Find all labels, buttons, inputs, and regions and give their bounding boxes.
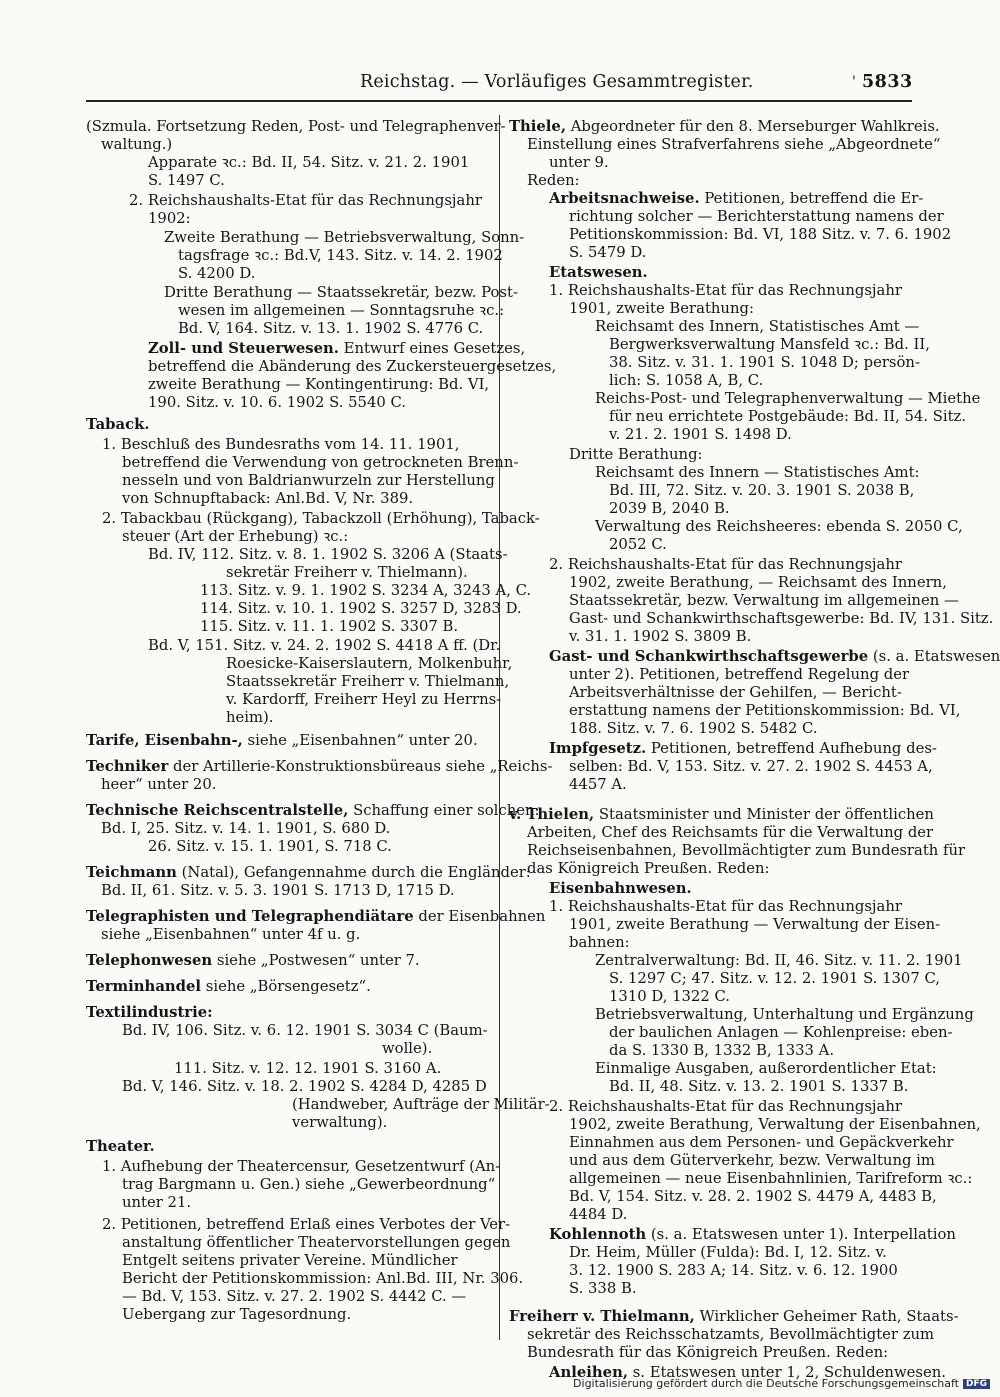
index-line: Technische Reichscentralstelle, Schaffung einer solchen: xyxy=(86,802,540,819)
index-line: Eisenbahnwesen. xyxy=(549,880,692,897)
index-line: 190. Sitz. v. 10. 6. 1902 S. 5540 C. xyxy=(148,394,406,411)
index-line: Thiele, Abgeordneter für den 8. Merseburger Wahlkreis. xyxy=(509,118,940,135)
index-line: Arbeiten, Chef des Reichsamts für die Verwaltung der xyxy=(527,824,934,841)
index-line: unter 9. xyxy=(549,154,609,171)
index-keyword: Kohlennoth xyxy=(549,1226,647,1243)
index-line: wolle). xyxy=(382,1040,433,1057)
index-line: 2. Reichshaushalts-Etat für das Rechnungsjahr xyxy=(549,1098,902,1115)
index-line: S. 1297 C; 47. Sitz. v. 12. 2. 1901 S. 1307 C, xyxy=(609,970,940,987)
index-line: Einstellung eines Strafverfahrens siehe „Abgeordnete“ xyxy=(527,136,941,153)
index-line: Techniker der Artillerie-Konstruktionsbüreaus siehe „Reichs- xyxy=(86,758,553,775)
index-line: Zentralverwaltung: Bd. II, 46. Sitz. v. 11. 2. 1901 xyxy=(595,952,963,969)
index-line: steuer (Art der Erhebung) ꝛc.: xyxy=(122,528,349,545)
index-line: Terminhandel siehe „Börsengesetz“. xyxy=(86,978,371,995)
index-line: und aus dem Güterverkehr, bezw. Verwaltung im xyxy=(569,1152,935,1169)
index-line: 1901, zweite Berathung — Verwaltung der Eisen- xyxy=(569,916,941,933)
index-line: sekretär des Reichsschatzamts, Bevollmächtigter zum xyxy=(527,1326,935,1343)
index-line: Verwaltung des Reichsheeres: ebenda S. 2050 C, xyxy=(595,518,963,535)
index-keyword: Gast- und Schankwirthschaftsgewerbe xyxy=(549,648,869,665)
index-keyword: Terminhandel xyxy=(86,978,202,995)
index-line: Roesicke-Kaiserslautern, Molkenbuhr, xyxy=(226,655,513,672)
index-keyword: Thiele, xyxy=(509,118,566,135)
index-line: 111. Sitz. v. 12. 12. 1901 S. 3160 A. xyxy=(174,1060,442,1077)
index-line: Telegraphisten und Telegraphendiätare der Eisenbahnen xyxy=(86,908,546,925)
index-line: Reichseisenbahnen, Bevollmächtigter zum Bundesrath für xyxy=(527,842,966,859)
index-line: S. 5479 D. xyxy=(569,244,647,261)
index-line: erstattung namens der Petitionskommission: Bd. VI, xyxy=(569,702,961,719)
index-line: Bd. II, 48. Sitz. v. 13. 2. 1901 S. 1337 B. xyxy=(609,1078,909,1095)
index-line: Bd. IV, 106. Sitz. v. 6. 12. 1901 S. 3034 C (Baum- xyxy=(122,1022,488,1039)
index-line: 1. Beschluß des Bundesraths vom 14. 11. 1901, xyxy=(102,436,460,453)
index-line: Freiherr v. Thielmann, Wirklicher Geheimer Rath, Staats- xyxy=(509,1308,959,1325)
index-line: Zweite Berathung — Betriebsverwaltung, Sonn- xyxy=(164,229,525,246)
index-line: v. 21. 2. 1901 S. 1498 D. xyxy=(609,426,792,443)
index-line: (Handweber, Aufträge der Militär- xyxy=(292,1096,550,1113)
index-line: Bd. I, 25. Sitz. v. 14. 1. 1901, S. 680 D. xyxy=(101,820,391,837)
index-line: v. 31. 1. 1902 S. 3809 B. xyxy=(569,628,752,645)
index-line: Gast- und Schankwirthschaftsgewerbe: Bd. IV, 131. Sitz. xyxy=(569,610,994,627)
index-line: S. 4200 D. xyxy=(178,265,256,282)
index-line: (Szmula. Fortsetzung Reden, Post- und Telegraphenver- xyxy=(86,118,506,135)
index-line: S. 1497 C. xyxy=(148,172,225,189)
index-line: 2. Tabackbau (Rückgang), Tabackzoll (Erhöhung), Taback- xyxy=(102,510,540,527)
index-keyword: Impfgesetz. xyxy=(549,740,647,757)
index-line: 2. Petitionen, betreffend Erlaß eines Verbotes der Ver- xyxy=(102,1216,511,1233)
index-keyword: Telephonwesen xyxy=(86,952,213,969)
index-line: 113. Sitz. v. 9. 1. 1902 S. 3234 A, 3243 A, C. xyxy=(200,582,532,599)
index-line: zweite Berathung — Kontingentirung: Bd. VI, xyxy=(148,376,490,393)
index-line: Bd. IV, 112. Sitz. v. 8. 1. 1902 S. 3206 A (Staats- xyxy=(148,546,508,563)
index-line: 3. 12. 1900 S. 283 A; 14. Sitz. v. 6. 12. 1900 xyxy=(569,1262,898,1279)
index-line: anstaltung öffentlicher Theatervorstellungen gegen xyxy=(122,1234,511,1251)
index-line: Bd. V, 154. Sitz. v. 28. 2. 1902 S. 4479 A, 4483 B, xyxy=(569,1188,937,1205)
index-line: 1902: xyxy=(148,210,191,227)
index-line: Dritte Berathung: xyxy=(569,446,703,463)
index-line: Etatswesen. xyxy=(549,264,648,281)
index-line: Dritte Berathung — Staatssekretär, bezw. Post- xyxy=(164,284,518,301)
index-line: wesen im allgemeinen — Sonntagsruhe ꝛc.: xyxy=(178,302,505,319)
index-line: Impfgesetz. Petitionen, betreffend Aufhebung des- xyxy=(549,740,937,757)
index-line: Bd. V, 146. Sitz. v. 18. 2. 1902 S. 4284 D, 4285 D xyxy=(122,1078,487,1095)
index-line: verwaltung). xyxy=(292,1114,388,1131)
index-line: unter 2). Petitionen, betreffend Regelung der xyxy=(569,666,910,683)
index-line: Taback. xyxy=(86,416,150,433)
index-line: 1902, zweite Berathung, — Reichsamt des Innern, xyxy=(569,574,947,591)
index-keyword: Zoll- und Steuerwesen. xyxy=(148,340,339,357)
index-line: das Königreich Preußen. Reden: xyxy=(527,860,770,877)
index-line: 1. Aufhebung der Theatercensur, Gesetzentwurf (An- xyxy=(102,1158,501,1175)
index-line: Arbeitsverhältnisse der Gehilfen, — Bericht- xyxy=(569,684,902,701)
index-line: allgemeinen — neue Eisenbahnlinien, Tarifreform ꝛc.: xyxy=(569,1170,973,1187)
index-line: unter 21. xyxy=(122,1194,192,1211)
index-line: Theater. xyxy=(86,1138,155,1155)
index-line: lich: S. 1058 A, B, C. xyxy=(609,372,764,389)
index-line: Bd. III, 72. Sitz. v. 20. 3. 1901 S. 2038 B, xyxy=(609,482,915,499)
index-line: Bergwerksverwaltung Mansfeld ꝛc.: Bd. II, xyxy=(609,336,930,353)
index-keyword: Technische Reichscentralstelle, xyxy=(86,802,349,819)
index-line: Telephonwesen siehe „Postwesen“ unter 7. xyxy=(86,952,420,969)
index-line: 115. Sitz. v. 11. 1. 1902 S. 3307 B. xyxy=(200,618,459,635)
index-line: Bd. II, 61. Sitz. v. 5. 3. 1901 S. 1713 D, 1715 D. xyxy=(101,882,455,899)
index-line: 2. Reichshaushalts-Etat für das Rechnungsjahr xyxy=(549,556,902,573)
index-line: Staatssekretär, bezw. Verwaltung im allgemeinen — xyxy=(569,592,959,609)
running-title: Reichstag. — Vorläufiges Gesammtregister. xyxy=(360,72,754,92)
index-line: v. Thielen, Staatsminister und Minister der öffentlichen xyxy=(509,806,934,823)
index-line: der baulichen Anlagen — Kohlenpreise: eben- xyxy=(609,1024,953,1041)
header-mark: ' xyxy=(852,74,856,90)
index-line: 2052 C. xyxy=(609,536,667,553)
index-line: für neu errichtete Postgebäude: Bd. II, 54. Sitz. xyxy=(609,408,967,425)
index-line: siehe „Eisenbahnen“ unter 4f u. g. xyxy=(101,926,361,943)
index-line: Kohlennoth (s. a. Etatswesen unter 1). Interpellation xyxy=(549,1226,956,1243)
index-line: Textilindustrie: xyxy=(86,1004,213,1021)
index-keyword: Freiherr v. Thielmann, xyxy=(509,1308,695,1325)
index-line: Entgelt seitens privater Vereine. Mündlicher xyxy=(122,1252,458,1269)
index-line: sekretär Freiherr v. Thielmann). xyxy=(226,564,468,581)
index-line: von Schnupftaback: Anl.Bd. V, Nr. 389. xyxy=(122,490,414,507)
index-line: 38. Sitz. v. 31. 1. 1901 S. 1048 D; persön- xyxy=(609,354,920,371)
index-line: 4457 A. xyxy=(569,776,627,793)
index-line: 1310 D, 1322 C. xyxy=(609,988,730,1005)
index-line: 26. Sitz. v. 15. 1. 1901, S. 718 C. xyxy=(148,838,392,855)
index-line: nesseln und von Baldrianwurzeln zur Herstellung xyxy=(122,472,495,489)
index-line: da S. 1330 B, 1332 B, 1333 A. xyxy=(609,1042,835,1059)
index-line: 1902, zweite Berathung, Verwaltung der Eisenbahnen, xyxy=(569,1116,981,1133)
index-line: 1. Reichshaushalts-Etat für das Rechnungsjahr xyxy=(549,898,902,915)
index-line: S. 338 B. xyxy=(569,1280,637,1297)
index-line: 2. Reichshaushalts-Etat für das Rechnungsjahr xyxy=(129,192,482,209)
index-line: heim). xyxy=(226,709,274,726)
index-line: Dr. Heim, Müller (Fulda): Bd. I, 12. Sitz. v. xyxy=(569,1244,887,1261)
index-line: 4484 D. xyxy=(569,1206,628,1223)
index-line: v. Kardorff, Freiherr Heyl zu Herrns- xyxy=(226,691,502,708)
index-line: Zoll- und Steuerwesen. Entwurf eines Gesetzes, xyxy=(148,340,526,357)
index-line: Teichmann (Natal), Gefangennahme durch die Engländer: xyxy=(86,864,531,881)
index-keyword: Telegraphisten und Telegraphendiätare xyxy=(86,908,414,925)
index-line: Bd. V, 151. Sitz. v. 24. 2. 1902 S. 4418 A ff. (Dr. xyxy=(148,637,501,654)
index-line: Einmalige Ausgaben, außerordentlicher Etat: xyxy=(595,1060,937,1077)
footer-credit xyxy=(573,1377,990,1390)
index-line: Einnahmen aus dem Personen- und Gepäckverkehr xyxy=(569,1134,954,1151)
index-line: trag Bargmann u. Gen.) siehe „Gewerbeordnung“ xyxy=(122,1176,496,1193)
index-line: Reden: xyxy=(527,172,580,189)
index-keyword: v. Thielen, xyxy=(509,806,595,823)
index-line: betreffend die Abänderung des Zuckersteuergesetzes, xyxy=(148,358,557,375)
page-number: 5833 xyxy=(862,72,913,92)
index-line: Reichsamt des Innern, Statistisches Amt — xyxy=(595,318,920,335)
index-line: Reichsamt des Innern — Statistisches Amt: xyxy=(595,464,920,481)
index-line: Bd. V, 164. Sitz. v. 13. 1. 1902 S. 4776 C. xyxy=(178,320,484,337)
index-line: waltung.) xyxy=(101,136,173,153)
index-keyword: Arbeitsnachweise. xyxy=(549,190,700,207)
index-line: Uebergang zur Tagesordnung. xyxy=(122,1306,352,1323)
index-line: Petitionskommission: Bd. VI, 188 Sitz. v. 7. 6. 1902 xyxy=(569,226,952,243)
index-line: Staatssekretär Freiherr v. Thielmann, xyxy=(226,673,510,690)
index-line: Bericht der Petitionskommission: Anl.Bd. III, Nr. 306. xyxy=(122,1270,524,1287)
index-line: 1. Reichshaushalts-Etat für das Rechnungsjahr xyxy=(549,282,902,299)
footer-text: Digitalisierung gefördert durch die Deutsche Forschungsgemeinschaft xyxy=(573,1377,959,1390)
index-line: 188. Sitz. v. 7. 6. 1902 S. 5482 C. xyxy=(569,720,818,737)
header-rule xyxy=(86,100,912,102)
index-line: bahnen: xyxy=(569,934,630,951)
index-line: Betriebsverwaltung, Unterhaltung und Ergänzung xyxy=(595,1006,974,1023)
index-line: Gast- und Schankwirthschaftsgewerbe (s. a. Etatswesen xyxy=(549,648,1000,665)
page-header xyxy=(0,72,1000,102)
index-line: Apparate ꝛc.: Bd. II, 54. Sitz. v. 21. 2. 1901 xyxy=(148,154,470,171)
index-line: richtung solcher — Berichterstattung namens der xyxy=(569,208,944,225)
index-keyword: Teichmann xyxy=(86,864,177,881)
index-line: Tarife, Eisenbahn-, siehe „Eisenbahnen“ unter 20. xyxy=(86,732,478,749)
index-line: Bundesrath für das Königreich Preußen. Reden: xyxy=(527,1344,889,1361)
index-line: selben: Bd. V, 153. Sitz. v. 27. 2. 1902 S. 4453 A, xyxy=(569,758,933,775)
index-keyword: Anleihen, xyxy=(549,1364,628,1381)
index-keyword: Techniker xyxy=(86,758,169,775)
index-line: 2039 B, 2040 B. xyxy=(609,500,730,517)
index-line: Reichs-Post- und Telegraphenverwaltung — Miethe xyxy=(595,390,981,407)
index-line: heer“ unter 20. xyxy=(101,776,217,793)
index-line: Arbeitsnachweise. Petitionen, betreffend die Er- xyxy=(549,190,924,207)
index-line: — Bd. V, 153. Sitz. v. 27. 2. 1902 S. 4442 C. — xyxy=(122,1288,467,1305)
index-line: 1901, zweite Berathung: xyxy=(569,300,754,317)
index-line: betreffend die Verwendung von getrockneten Brenn- xyxy=(122,454,519,471)
index-line: 114. Sitz. v. 10. 1. 1902 S. 3257 D, 3283 D. xyxy=(200,600,522,617)
index-line: Anleihen, s. Etatswesen unter 1, 2, Schuldenwesen. xyxy=(549,1364,946,1381)
index-line: tagsfrage ꝛc.: Bd.V, 143. Sitz. v. 14. 2. 1902 xyxy=(178,247,503,264)
dfg-logo: DFG xyxy=(963,1379,990,1389)
index-keyword: Tarife, Eisenbahn-, xyxy=(86,732,243,749)
